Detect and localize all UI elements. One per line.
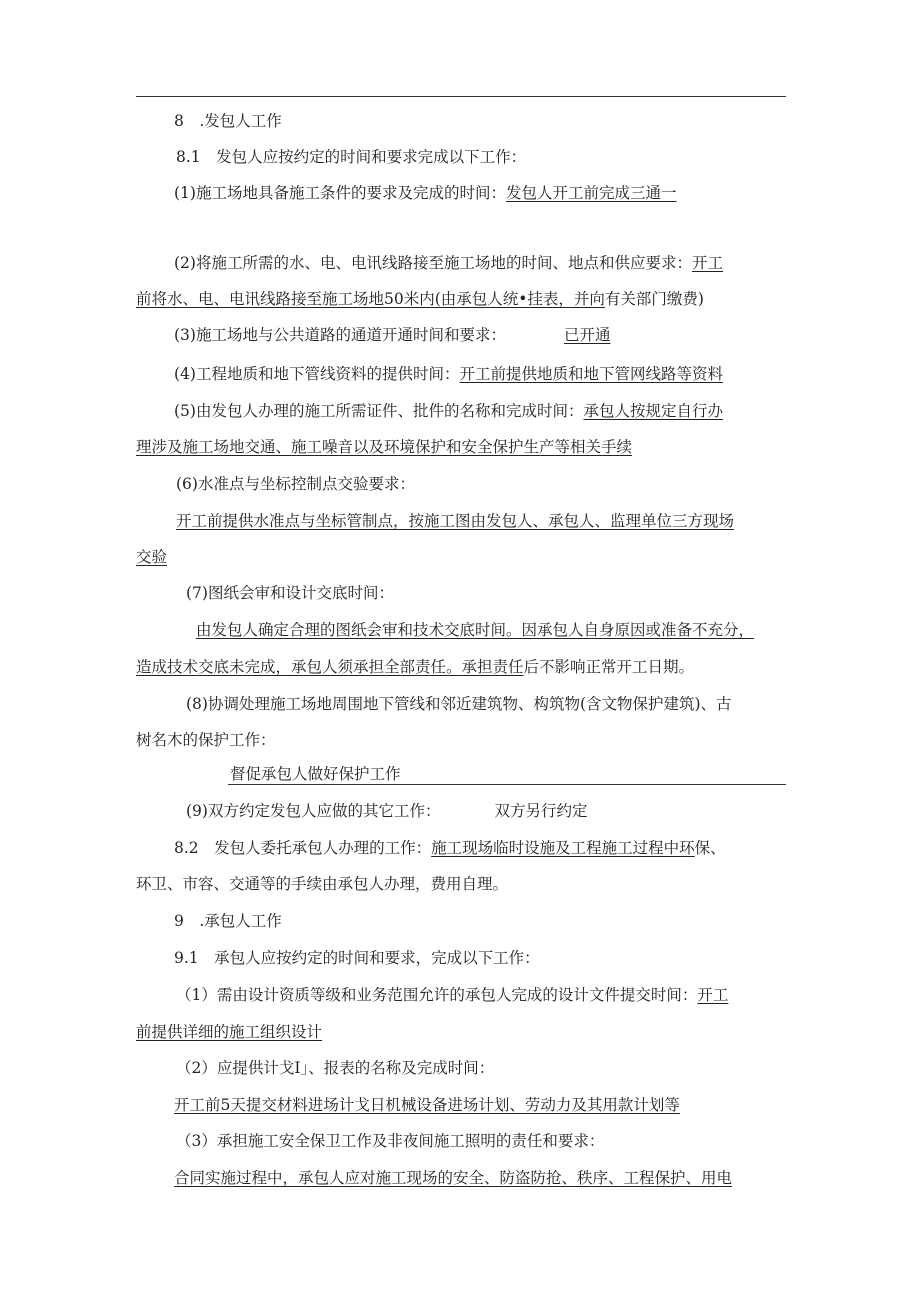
item-7-cont (136, 657, 694, 677)
item-3-value: 已开通 (563, 326, 611, 344)
item-6-value-cont: 交验 (136, 548, 168, 566)
item-3-label: (3)施工场地与公共道路的通道开通时间和要求： (174, 326, 506, 344)
item-7-label: (7)图纸会审和设计交底时间： (186, 584, 394, 602)
c-item-1-label: （1）需由设计资质等级和业务范围允许的承包人完成的设计文件提交时间： (176, 986, 698, 1004)
item-1-value: 发包人开工前完成三通一 (505, 184, 677, 202)
item-7-tail: 后不影响正常开工日期。 (523, 658, 695, 676)
item-6-cont (136, 547, 167, 567)
item-2 (174, 253, 723, 273)
item-2-value-start: 开工 (691, 254, 723, 272)
item-1-label: (1)施工场地具备施工条件的要求及完成的时间： (174, 184, 506, 202)
c-item-3-value (174, 1168, 732, 1188)
clause-8-1: 8.1 发包人应按约定的时间和要求完成以下工作： (176, 148, 527, 166)
item-6-label: (6)水准点与坐标控制点交验要求： (176, 475, 415, 493)
c-item-3-value-text: 合同实施过程中，承包人应对施工现场的安全、防盗防抢、秩序、工程保护、用电 (174, 1169, 733, 1187)
c-item-2-value-text: 开工前5天提交材料进场计戈日机械设备进场计划、劳动力及其用款计划等 (174, 1096, 680, 1114)
item-5-cont (136, 437, 632, 457)
item-8-label: (8)协调处理施工场地周围地下管线和邻近建筑物、构筑物(含文物保护建筑)、古 (186, 695, 732, 713)
item-4-value: 开工前提供地质和地下管网线路等资料 (459, 365, 723, 383)
item-7-value-cont: 造成技术交底未完成，承包人须承担全部责任。承担责任 (136, 658, 524, 676)
clause-8-2-tail: 保、 (694, 839, 726, 857)
header-rule (136, 96, 786, 97)
c-item-2-value (174, 1095, 680, 1115)
clause-8-2-label: 8.2 发包人委托承包人办理的工作： (174, 839, 432, 857)
item-7-value-start: 由发包人确定合理的图纸会审和技术交底时间。因承包人自身原因或准备不充分， (196, 621, 755, 639)
clause-9-1: 9.1 承包人应按约定的时间和要求，完成以下工作： (174, 949, 540, 967)
item-2-tail: 有关部门缴费) (604, 290, 704, 308)
section-9-heading: 9 .承包人工作 (174, 912, 282, 930)
c-item-1 (176, 985, 728, 1005)
item-1 (174, 183, 676, 203)
item-5 (174, 401, 723, 421)
item-9-label: (9)双方约定发包人应做的其它工作： (186, 802, 441, 820)
c-item-1-cont (136, 1022, 322, 1042)
clause-8-2 (174, 838, 726, 858)
item-5-label: (5)由发包人办理的施工所需证件、批件的名称和完成时间： (174, 402, 584, 420)
clause-8-2-value: 施工现场临时设施及工程施工过程中环 (431, 839, 695, 857)
item-4-label: (4)工程地质和地下管线资料的提供时间： (174, 365, 460, 383)
item-4 (174, 364, 723, 384)
c-item-1-value-cont: 前提供详细的施工组织设计 (136, 1023, 323, 1041)
item-3 (174, 325, 610, 345)
item-5-value-start: 承包人按规定自行办 (583, 402, 723, 420)
c-item-2-label: （2）应提供计戈I」、报表的名称及完成时间： (176, 1059, 495, 1077)
item-8-value-underline (228, 784, 786, 785)
item-2-value-cont: 前将水、电、电讯线路接至施工场地50米内(由承包人统•挂表，并向 (136, 290, 605, 308)
item-7-value (196, 620, 754, 640)
item-8-label-cont: 树名木的保护工作： (136, 731, 276, 749)
clause-8-2-cont: 环卫、市容、交通等的手续由承包人办理，费用自理。 (136, 875, 509, 893)
item-2-label: (2)将施工所需的水、电、电讯线路接至施工场地的时间、地点和供应要求： (174, 254, 692, 272)
section-8-heading: 8 .发包人工作 (174, 112, 282, 130)
item-9 (186, 801, 587, 821)
item-2-cont (136, 289, 704, 309)
item-8-value: 督促承包人做好保护工作 (230, 765, 401, 783)
c-item-1-value-start: 开工 (697, 986, 729, 1004)
item-9-value: 双方另行约定 (494, 802, 588, 820)
item-6-value-start: 开工前提供水准点与坐标管制点，按施工图由发包人、承包人、监理单位三方现场 (176, 512, 735, 530)
item-5-value-cont: 理涉及施工场地交通、施工噪音以及环境保护和安全保护生产等相关手续 (136, 438, 633, 456)
item-6-value (176, 511, 734, 531)
c-item-3-label: （3）承担施工安全保卫工作及非夜间施工照明的责任和要求： (176, 1132, 605, 1150)
